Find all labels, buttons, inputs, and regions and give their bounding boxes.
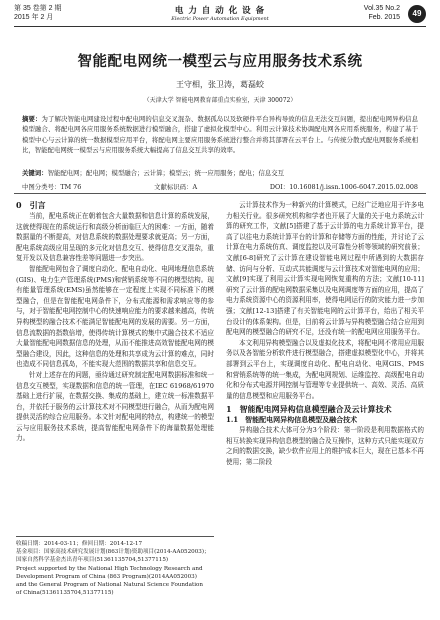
- doi: DOI：10.16081/j.issn.1006-6047.2015.02.008: [269, 183, 418, 191]
- keywords-label: 关键词：: [22, 169, 48, 177]
- paragraph: 异构融合技术大体可分为3个阶段：第一阶段是利用数据格式的相互转换实现异构信息模型的融合及互操作，这种方式只能实现双方之间的数据交换，缺少软件应用上的维护成本巨大，现在已基本不再使用；第二阶段: [226, 426, 424, 467]
- abstract-text: 为了解决智能电网建设过程中配电网的信息交叉混杂、数据孤岛以及软硬件平台异构导致的信息无法交互问题，提出配电网异构信息模型融合、将配电网各应用服务系统数据进行模型融合，搭建了虚拟化模型中心。利用云计算技术协调配电网各应用系统服务，构建了基于模型中心与云计算的统一数据模型应用平台，将配电网主要应用服务系统进行整合并将其部署在云平台上。与传统分散式配电网服务系统相比，智能配电网统一模型云与应用服务系统大幅提高了信息交互共享的效率。: [22, 115, 419, 155]
- affiliation: （天津大学 智能电网教育部重点实验室，天津 300072）: [143, 97, 297, 104]
- keywords-text: 智能配电网；配电网；模型融合；云计算；模型云；统一应用服务；配电；信息交互: [47, 169, 285, 177]
- paragraph: 针对上述存在的问题，亟待通过研究制定配电网数据标准和统一信息交互模型，实现数据和信息的统一管理，在IEC 61968/61970基础上进行扩展，在数据交换、集成的基础上，建立统一标准数据平台，并依托于服务的云计算技术对不同模型进行融合，从而为配电网提供灵活的综合应用服务。本文针对配电网的特点，构建统一的模型云与应用服务技术系统，提高智能配电网条件下的海量数据处理能力。: [16, 370, 214, 443]
- journal-name-en: Electric Power Automation Equipment: [171, 16, 269, 22]
- paragraph: 智能配电网包含了调度自动化、配电自动化、电网地理信息系统(GIS)、电力生产管理系统(PMS)和营销系统等不同的模型结构。现有能量管理系统(EMS)虽然能够在一定程度上实现不同标准下的模型融合，但是在智能配电网条件下，分布式能源和需求响应等的参与，对于智能配电网控制中心的快速响应能力的要求越来越高，传统异构模型的融合技术不能满足智能配电网的发展的需要。另一方面，信息流数据的指数倍增，使得传统计算模式的集中式融合技术不适应大量智能配电网数据信息的处理，从而不能推进高效智能配电网的模型融合建设，因此，这种信息的处理和共享成为云计算的难点，同时也造成不同信息孤岛，不能实现大范围的数据共享和信息交互。: [16, 264, 214, 369]
- clc-number: 中图分类号：TM 76: [22, 183, 82, 191]
- section-1-heading: 1 智能配电网异构信息模型融合及云计算技术: [226, 404, 392, 415]
- left-column: [16, 200, 214, 444]
- volume-issue: 第 35 卷第 2 期: [14, 5, 62, 12]
- fund-en: and the General Program of National Natural Science Foundation: [16, 582, 203, 589]
- fund-en: of China(51361135704,51377115): [16, 590, 114, 597]
- page-header: [14, 4, 426, 26]
- paragraph: 本文利用异构模型融合以及虚拟化技术，将配电网不常用应用服务以及各智能分析软件进行模型融合，搭建虚拟模型化中心，并将其部署到云平台上，实现调度自动化、配电自动化、电网GIS、PMS和营销系统等的统一集成，为配电网规划、运维监控、高级配电自动化和分布式电源并网控制与管理等专业提供统一、高效、灵活、高质量的信息模型和应用服务平台。: [226, 338, 424, 400]
- abstract: [22, 114, 418, 156]
- received-date: 收稿日期：2014-03-11；修回日期：2014-12-17: [16, 541, 143, 547]
- fund-en: Project supported by the National High Technology Research and: [16, 565, 203, 572]
- page-number-badge: 49: [408, 5, 426, 23]
- section-1-1-heading: 1.1 智能配电网异构信息模型及融合技术: [226, 415, 358, 425]
- fund-cn: 基金项目：国家高技术研究发展计划(863计划)资助项目(2014-AA052003)；国家自然科学基金杰出青年项目(51361135704,51377115): [16, 549, 210, 564]
- keywords: [22, 168, 418, 177]
- right-column: [226, 200, 424, 468]
- classification-line: [22, 182, 418, 191]
- paragraph: 云计算技术作为一种新兴的计算模式，已经广泛地应用于许多电力相关行业。很多研究机构和学者也开展了大量的关于电力系统云计算的研究工作，文献[5]搭建了基于云计算的电力系统计算平台，提高了以往电力系统计算平台的计算和存储等方面的性能，并讨论了云计算在电力系统仿真、调度监控以及可靠性分析等领域的研究前景；文献[6-8]研究了云计算在建设智能电网过程中所遇到的大数据存储、访问与分析、互动式共能调度与云计算技术对智能电网的应用；文献[9]实现了利用云计算实现电网恢复重构的方法；文献[10-11]研究了云计算的配电网数据采集以及电网调度等方面的应用，提高了电力系统资源中心的资源利用率，使得电网运行的防灾能力进一步加强；文献[12-13]搭建了有关智能电网的云计算平台，给出了相关平台设计的体系架构。但是，目前将云计算与异构模型融合结合应用到配电网的模型融合的研究不足，还没有统一的配电网应用服务平台。: [226, 201, 424, 337]
- issue-date: 2015 年 2 月: [14, 14, 54, 21]
- volume-en: Vol.35 No.2: [363, 5, 400, 12]
- abstract-label: 摘要：: [22, 115, 42, 123]
- paragraph: 当前，配电系统正在朝着包含大量数据和信息计算的系统发展，这就使得现在的系统运行和高级分析面临巨大的困难：一方面，随着数据量的不断提高，对信息系统的数据处理要求就更高；另一方面，配电系统高级应用呈现的多元化对信息交互、使得信息交叉混杂，重复开发以及信息兼容性差等问题进一步突出。: [16, 212, 214, 263]
- footnote: [16, 536, 214, 597]
- header-right: [364, 4, 400, 22]
- date-en: Feb. 2015: [368, 14, 400, 21]
- document-code: 文献标识码：A: [154, 183, 198, 191]
- paper-title: 智能配电网统一模型云与应用服务技术系统: [77, 53, 363, 70]
- journal-name-cn: 电 力 自 动 化 设 备: [174, 6, 266, 16]
- header-rule: [14, 26, 426, 27]
- fund-en: Development Program of China (863 Program)(2014AA052003): [16, 573, 197, 580]
- section-0-heading: 0 引言: [16, 200, 46, 210]
- authors: 王守相，张卫涛，葛磊蛟: [176, 80, 264, 89]
- abstract-rule: [14, 193, 426, 194]
